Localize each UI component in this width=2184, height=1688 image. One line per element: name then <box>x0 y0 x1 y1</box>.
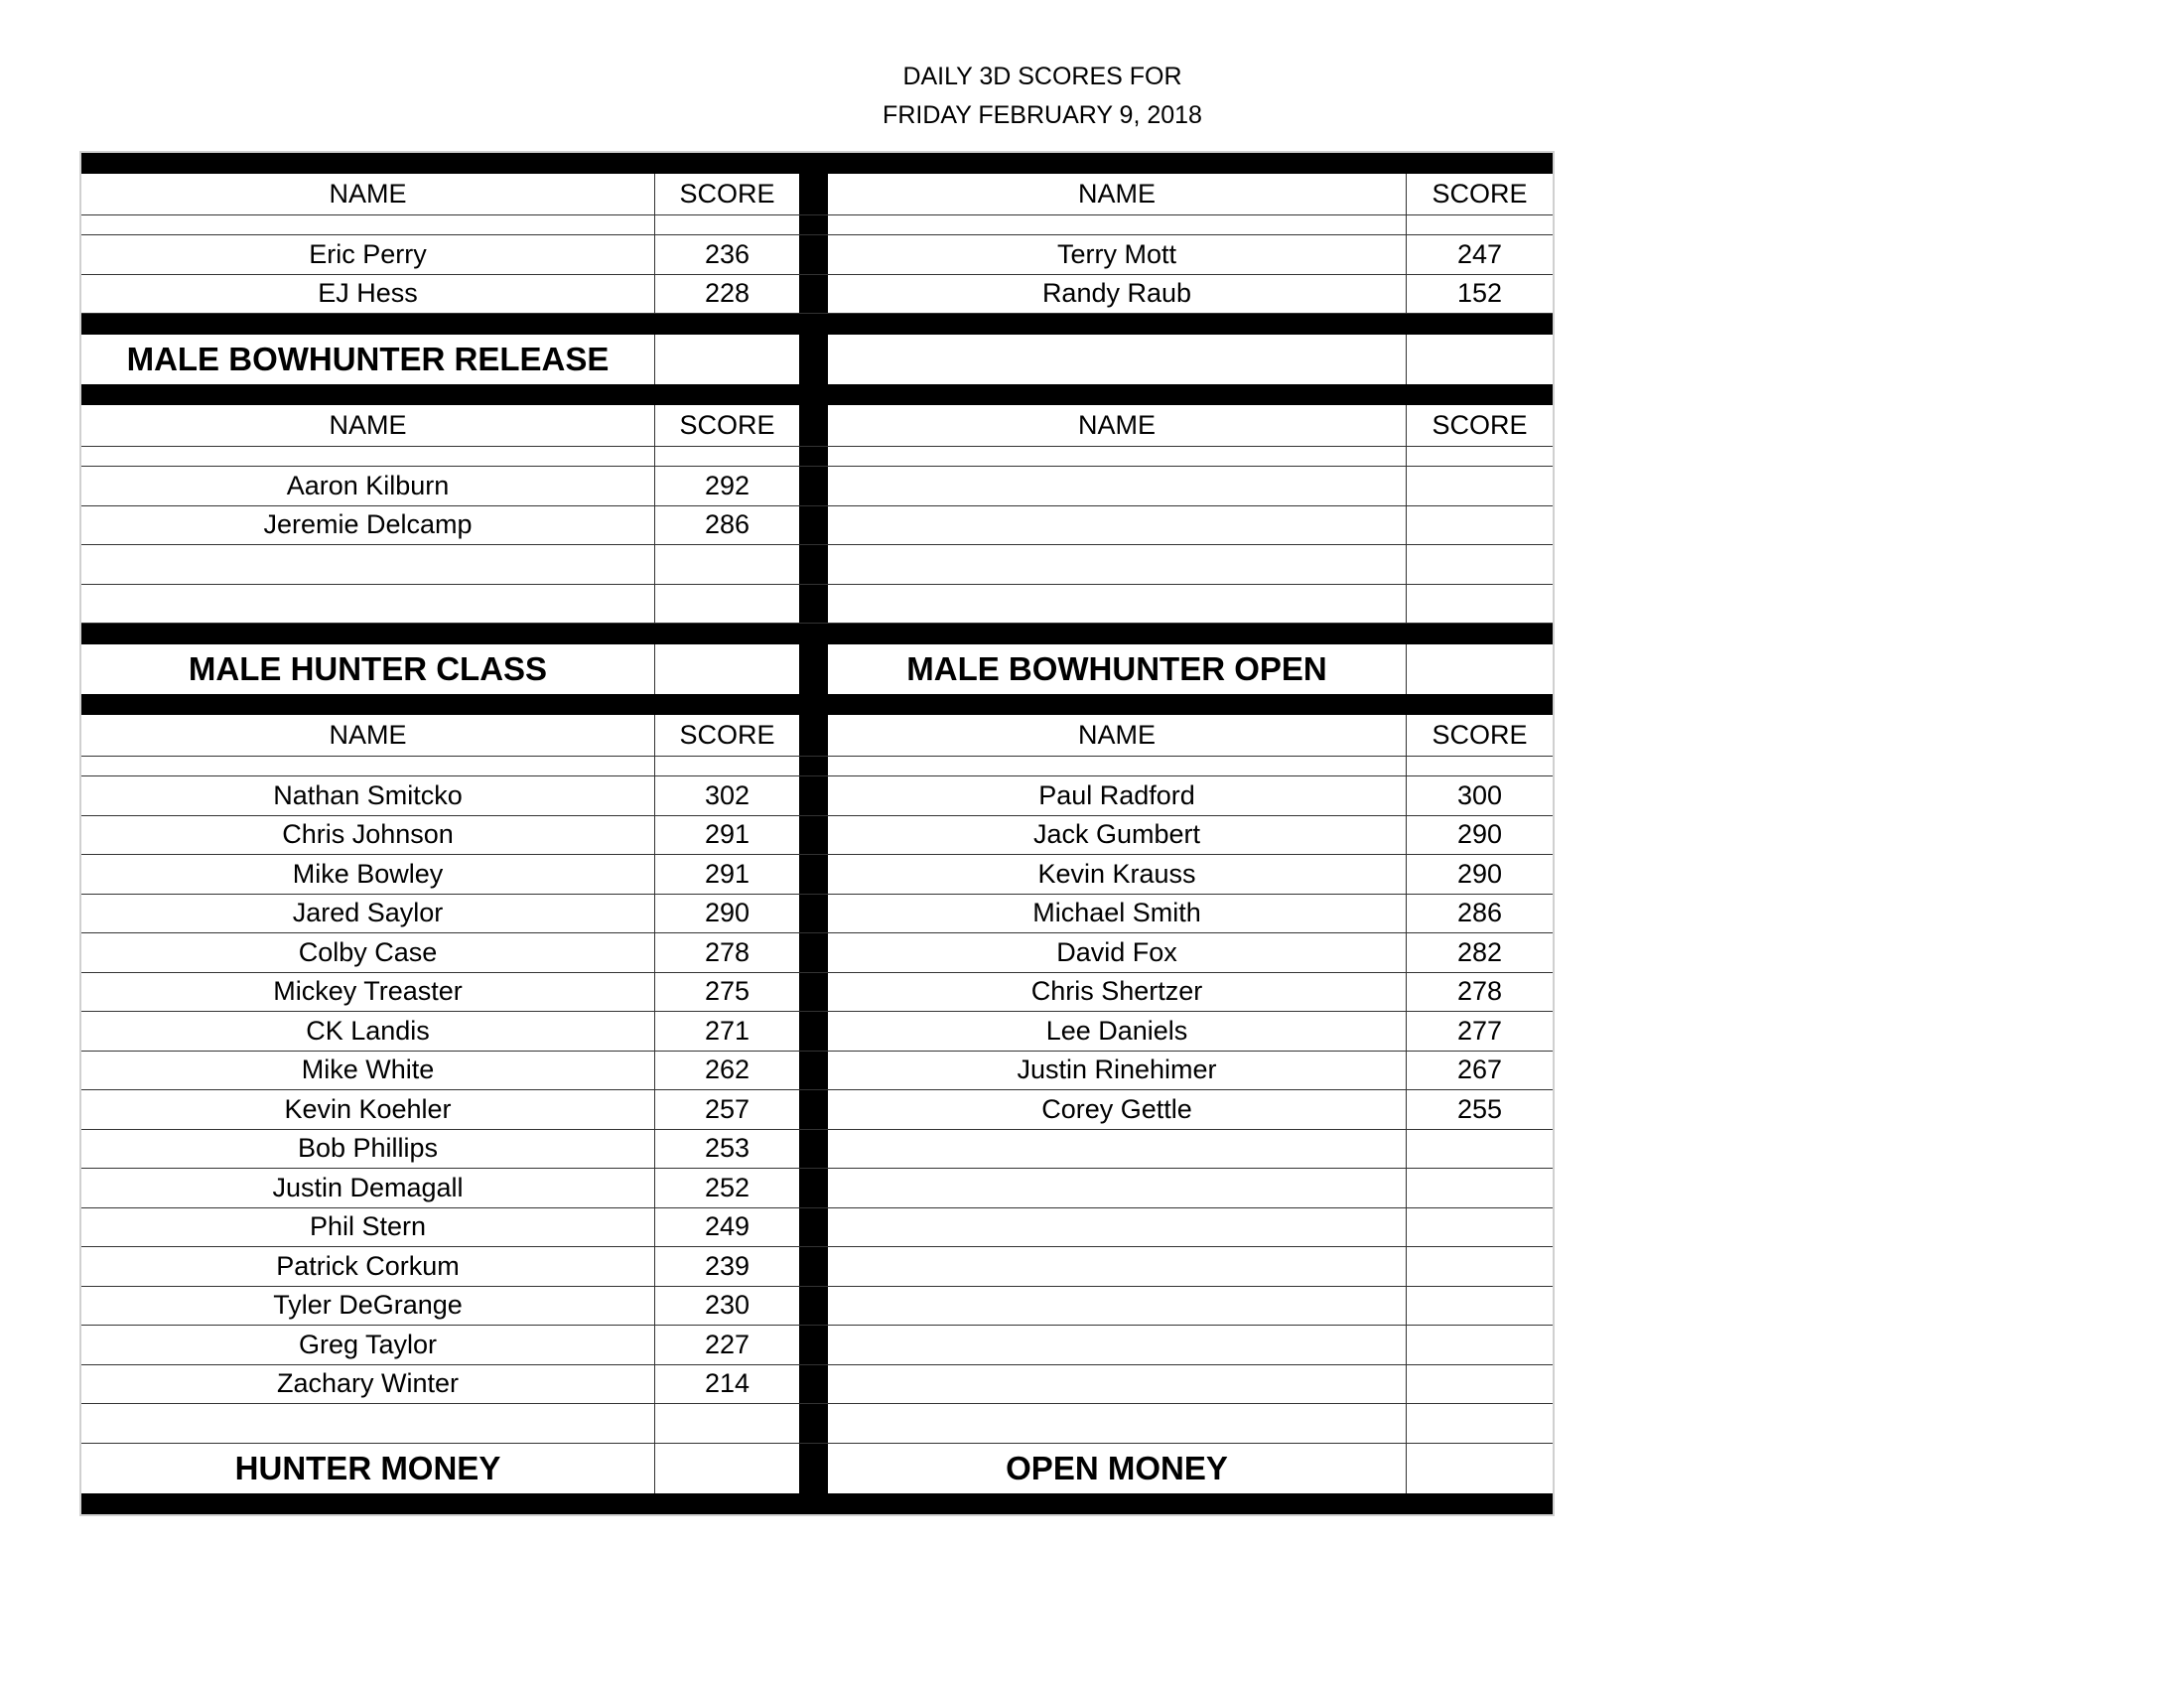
spacer-row <box>81 447 1553 467</box>
column-divider <box>799 1052 828 1090</box>
page-title <box>0 58 2085 135</box>
entrant-name: Jack Gumbert <box>828 816 1407 855</box>
section-title-row <box>81 644 1553 694</box>
entrant-name <box>828 1169 1407 1207</box>
entrant-name <box>828 1130 1407 1169</box>
cell <box>1407 757 1553 775</box>
column-header-row <box>81 174 1553 215</box>
title-line-2: FRIDAY FEBRUARY 9, 2018 <box>883 101 1202 129</box>
score-header: SCORE <box>679 410 775 440</box>
name-header: NAME <box>828 715 1407 756</box>
table-row <box>81 895 1553 934</box>
column-divider <box>799 644 828 694</box>
bottom-divider <box>81 1493 1553 1514</box>
entrant-score: 275 <box>704 976 751 1007</box>
cell <box>1407 335 1553 384</box>
entrant-name <box>828 1365 1407 1404</box>
entrant-name: Tyler DeGrange <box>81 1287 655 1326</box>
name-header: NAME <box>828 405 1407 446</box>
entrant-name: Eric Perry <box>81 235 655 274</box>
section-divider <box>81 384 1553 405</box>
entrant-name: David Fox <box>828 933 1407 972</box>
spacer-row <box>81 757 1553 776</box>
column-divider <box>799 1090 828 1129</box>
entrant-score: 214 <box>704 1368 751 1399</box>
section-title-right: MALE BOWHUNTER OPEN <box>828 644 1407 694</box>
column-divider <box>799 1247 828 1286</box>
score-header: SCORE <box>1432 410 1528 440</box>
entrant-name: Justin Rinehimer <box>828 1052 1407 1090</box>
entrant-score <box>1407 1169 1553 1207</box>
name-header: NAME <box>81 405 655 446</box>
entrant-name: Lee Daniels <box>828 1012 1407 1051</box>
entrant-name: Chris Johnson <box>81 816 655 855</box>
entrant-score: 290 <box>1456 858 1503 889</box>
entrant-score: 291 <box>704 858 751 889</box>
entrant-name: Terry Mott <box>828 235 1407 274</box>
section-divider <box>81 624 1553 644</box>
cell <box>655 447 799 466</box>
entrant-name: Aaron Kilburn <box>81 467 655 505</box>
score-header: SCORE <box>679 179 775 209</box>
table-row <box>81 1052 1553 1091</box>
table-row <box>81 1287 1553 1327</box>
entrant-score: 255 <box>1456 1093 1503 1124</box>
entrant-name: Chris Shertzer <box>828 973 1407 1012</box>
column-divider <box>799 1326 828 1364</box>
entrant-name: Kevin Krauss <box>828 855 1407 894</box>
column-divider <box>799 235 828 274</box>
column-divider <box>799 816 828 855</box>
entrant-name: Jared Saylor <box>81 895 655 933</box>
column-divider <box>799 174 828 214</box>
column-divider <box>799 215 828 234</box>
entrant-score <box>1407 506 1553 545</box>
cell <box>1407 644 1553 694</box>
entrant-name: Greg Taylor <box>81 1326 655 1364</box>
cell <box>1407 1444 1553 1493</box>
entrant-score: 236 <box>704 238 751 269</box>
cell <box>655 644 799 694</box>
column-divider <box>799 1012 828 1051</box>
entrant-name <box>828 585 1407 624</box>
section-title-row <box>81 335 1553 384</box>
table-row <box>81 235 1553 275</box>
score-header: SCORE <box>1432 720 1528 750</box>
section-title-right <box>828 335 1407 384</box>
entrant-score: 262 <box>704 1055 751 1085</box>
entrant-score: 249 <box>704 1211 751 1242</box>
entrant-score: 227 <box>704 1329 751 1359</box>
entrant-name: Nathan Smitcko <box>81 776 655 815</box>
entrant-score: 257 <box>704 1093 751 1124</box>
entrant-score <box>1407 467 1553 505</box>
score-header: SCORE <box>1432 179 1528 209</box>
entrant-score: 292 <box>704 470 751 500</box>
entrant-score <box>1407 1208 1553 1247</box>
table-row <box>81 1012 1553 1052</box>
entrant-score: 252 <box>704 1172 751 1202</box>
entrant-score <box>655 1404 799 1443</box>
column-divider <box>799 757 828 775</box>
entrant-score <box>1407 545 1553 584</box>
table-row <box>81 933 1553 973</box>
name-header: NAME <box>828 174 1407 214</box>
entrant-name: Jeremie Delcamp <box>81 506 655 545</box>
table-row <box>81 275 1553 315</box>
column-divider <box>799 275 828 314</box>
money-row <box>81 1444 1553 1493</box>
cell <box>81 447 655 466</box>
section-divider <box>81 314 1553 335</box>
title-line-1: DAILY 3D SCORES FOR <box>902 63 1182 90</box>
entrant-score: 282 <box>1456 936 1503 967</box>
column-divider <box>799 973 828 1012</box>
section-divider <box>81 694 1553 715</box>
entrant-score: 300 <box>1456 779 1503 810</box>
entrant-name: Mike Bowley <box>81 855 655 894</box>
entrant-name: Corey Gettle <box>828 1090 1407 1129</box>
name-header: NAME <box>81 174 655 214</box>
column-divider <box>799 447 828 466</box>
cell <box>81 215 655 234</box>
entrant-score: 277 <box>1456 1015 1503 1046</box>
entrant-name <box>828 1404 1407 1443</box>
column-divider <box>799 585 828 624</box>
table-row <box>81 585 1553 625</box>
cell <box>655 215 799 234</box>
entrant-score: 302 <box>704 779 751 810</box>
money-label-left: HUNTER MONEY <box>81 1444 655 1493</box>
table-row <box>81 467 1553 506</box>
top-divider <box>81 153 1553 174</box>
table-row <box>81 1404 1553 1444</box>
column-divider <box>799 506 828 545</box>
entrant-score: 286 <box>704 509 751 540</box>
entrant-score: 278 <box>1456 976 1503 1007</box>
column-divider <box>799 1130 828 1169</box>
entrant-name: Colby Case <box>81 933 655 972</box>
table-row <box>81 1090 1553 1130</box>
entrant-name <box>81 585 655 624</box>
column-divider <box>799 1169 828 1207</box>
entrant-name: Phil Stern <box>81 1208 655 1247</box>
column-divider <box>799 1444 828 1493</box>
column-divider <box>799 405 828 446</box>
table-row <box>81 1326 1553 1365</box>
entrant-score <box>1407 1287 1553 1326</box>
entrant-score <box>1407 1130 1553 1169</box>
cell <box>81 757 655 775</box>
entrant-score: 152 <box>1456 278 1503 309</box>
entrant-name <box>81 545 655 584</box>
entrant-score <box>1407 585 1553 624</box>
column-divider <box>799 776 828 815</box>
table-row <box>81 1247 1553 1287</box>
column-divider <box>799 1365 828 1404</box>
entrant-score: 278 <box>704 936 751 967</box>
entrant-name <box>81 1404 655 1443</box>
entrant-name: Justin Demagall <box>81 1169 655 1207</box>
table-row <box>81 1169 1553 1208</box>
entrant-score: 286 <box>1456 898 1503 928</box>
section-title-left: MALE HUNTER CLASS <box>81 644 655 694</box>
entrant-name <box>828 1326 1407 1364</box>
money-label-right: OPEN MONEY <box>828 1444 1407 1493</box>
table-row <box>81 545 1553 585</box>
table-row <box>81 816 1553 856</box>
entrant-name: Paul Radford <box>828 776 1407 815</box>
column-header-row <box>81 405 1553 447</box>
entrant-name: Patrick Corkum <box>81 1247 655 1286</box>
column-divider <box>799 933 828 972</box>
table-row <box>81 1130 1553 1170</box>
entrant-name <box>828 1208 1407 1247</box>
table-row <box>81 973 1553 1013</box>
table-row <box>81 1365 1553 1405</box>
score-header: SCORE <box>679 720 775 750</box>
entrant-name <box>828 506 1407 545</box>
entrant-score: 253 <box>704 1133 751 1164</box>
score-sheet <box>79 151 1555 1516</box>
entrant-score <box>655 545 799 584</box>
entrant-score: 239 <box>704 1250 751 1281</box>
name-header: NAME <box>81 715 655 756</box>
column-divider <box>799 855 828 894</box>
cell <box>828 215 1407 234</box>
entrant-score: 228 <box>704 278 751 309</box>
column-divider <box>799 1404 828 1443</box>
entrant-name: Randy Raub <box>828 275 1407 314</box>
entrant-score <box>1407 1326 1553 1364</box>
entrant-name <box>828 1247 1407 1286</box>
cell <box>655 757 799 775</box>
entrant-name: Mickey Treaster <box>81 973 655 1012</box>
entrant-score: 290 <box>1456 819 1503 850</box>
cell <box>655 1444 799 1493</box>
column-divider <box>799 715 828 756</box>
column-divider <box>799 335 828 384</box>
entrant-score: 290 <box>704 898 751 928</box>
entrant-name: Bob Phillips <box>81 1130 655 1169</box>
entrant-score <box>655 585 799 624</box>
entrant-score: 291 <box>704 819 751 850</box>
cell <box>655 335 799 384</box>
cell <box>1407 447 1553 466</box>
column-divider <box>799 1208 828 1247</box>
entrant-name: EJ Hess <box>81 275 655 314</box>
entrant-score <box>1407 1247 1553 1286</box>
entrant-score <box>1407 1404 1553 1443</box>
table-row <box>81 855 1553 895</box>
spacer-row <box>81 215 1553 235</box>
entrant-name <box>828 1287 1407 1326</box>
section-title-left: MALE BOWHUNTER RELEASE <box>81 335 655 384</box>
cell <box>828 757 1407 775</box>
entrant-name: CK Landis <box>81 1012 655 1051</box>
entrant-name <box>828 467 1407 505</box>
table-row <box>81 776 1553 816</box>
column-divider <box>799 467 828 505</box>
column-divider <box>799 545 828 584</box>
column-divider <box>799 895 828 933</box>
column-divider <box>799 1287 828 1326</box>
table-row <box>81 506 1553 546</box>
entrant-score: 247 <box>1456 238 1503 269</box>
cell <box>1407 215 1553 234</box>
cell <box>828 447 1407 466</box>
entrant-score: 267 <box>1456 1055 1503 1085</box>
column-header-row <box>81 715 1553 757</box>
entrant-score: 230 <box>704 1290 751 1321</box>
entrant-name <box>828 545 1407 584</box>
table-row <box>81 1208 1553 1248</box>
entrant-name: Kevin Koehler <box>81 1090 655 1129</box>
entrant-score: 271 <box>704 1015 751 1046</box>
entrant-name: Michael Smith <box>828 895 1407 933</box>
entrant-score <box>1407 1365 1553 1404</box>
entrant-name: Mike White <box>81 1052 655 1090</box>
entrant-name: Zachary Winter <box>81 1365 655 1404</box>
